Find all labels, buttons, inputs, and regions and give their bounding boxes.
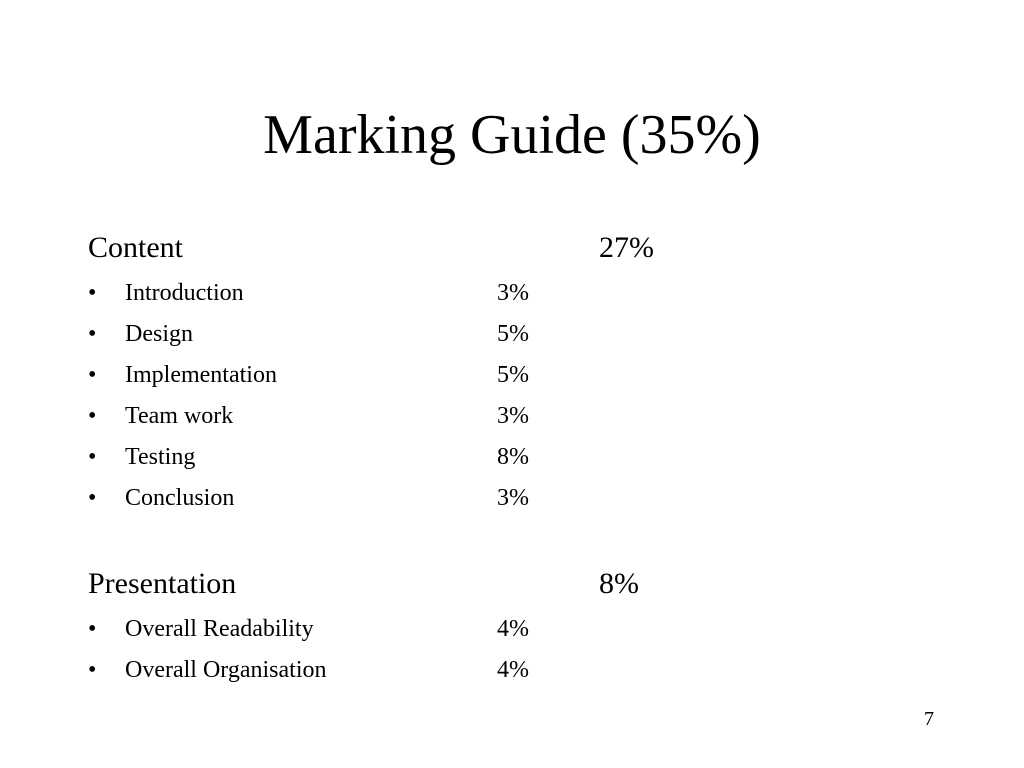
item-label: Design — [125, 321, 193, 347]
bullet: • — [88, 321, 97, 347]
item-value: 4% — [497, 657, 529, 683]
item-value: 8% — [497, 444, 529, 470]
section-heading: Presentation — [88, 567, 237, 600]
item-label: Overall Organisation — [125, 657, 327, 683]
item-label: Conclusion — [125, 485, 235, 511]
bullet: • — [88, 362, 97, 388]
section-total: 8% — [599, 567, 639, 600]
bullet: • — [88, 403, 97, 429]
bullet: • — [88, 657, 97, 683]
item-value: 3% — [497, 403, 529, 429]
bullet: • — [88, 444, 97, 470]
item-label: Testing — [125, 444, 196, 470]
bullet: • — [88, 485, 97, 511]
item-value: 5% — [497, 362, 529, 388]
section-heading: Content — [88, 231, 183, 264]
slide-number: 7 — [924, 708, 934, 730]
item-value: 4% — [497, 616, 529, 642]
bullet: • — [88, 280, 97, 306]
item-label: Overall Readability — [125, 616, 314, 642]
item-value: 3% — [497, 280, 529, 306]
section-total: 27% — [599, 231, 654, 264]
item-label: Implementation — [125, 362, 277, 388]
item-value: 3% — [497, 485, 529, 511]
bullet: • — [88, 616, 97, 642]
item-value: 5% — [497, 321, 529, 347]
item-label: Introduction — [125, 280, 244, 306]
slide-title: Marking Guide (35%) — [263, 104, 761, 166]
item-label: Team work — [125, 403, 234, 429]
